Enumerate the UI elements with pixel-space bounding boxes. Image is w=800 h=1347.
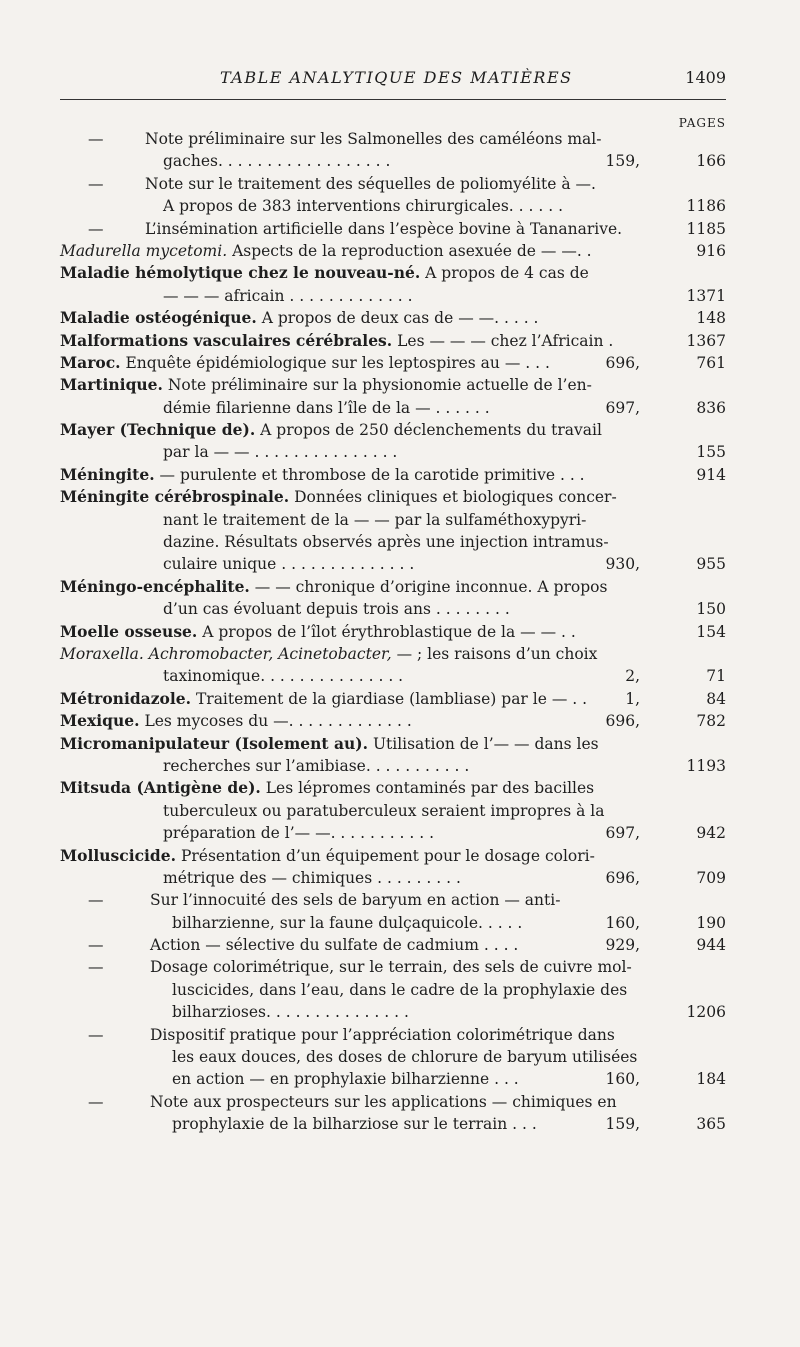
entry-text: Enquête épidémiologique sur les leptospires au — . . . [120,353,550,372]
entry-line-text [163,755,469,777]
page-ref-first: 1, [625,689,640,708]
entry-text: Utilisation de l’— — dans les [368,734,599,753]
index-line [0,845,800,867]
entry-line-text [150,1091,617,1113]
index-line [0,822,800,844]
entry-text: Action — sélective du sulfate de cadmium . . . . [150,936,519,955]
entry-line-text [150,889,560,911]
index-line [0,979,800,1001]
entry-line-text [163,150,390,172]
page-ref-last: 1206 [686,1003,726,1022]
index-line [0,553,800,575]
entry-text: préparation de l’— —. . . . . . . . . . . [163,824,435,843]
entry-heading: Méningite. [60,464,155,484]
index-line [0,912,800,934]
index-line [0,710,800,732]
page-ref-last: 1193 [686,756,726,775]
entry-line-text [163,397,490,419]
page-ref-first: 160, [605,913,640,932]
entry-text: par la — — . . . . . . . . . . . . . . . [163,443,398,462]
index-line [0,352,800,374]
index-line [0,733,800,755]
page-ref-last: 1367 [686,331,726,350]
page-ref-last: 709 [696,868,726,887]
entry-text: A propos de 4 cas de [420,264,589,283]
page-ref-last: 84 [706,689,726,708]
repeat-dash: — [88,174,104,193]
entry-text: bilharzienne, sur la faune dulçaquicole. . . . . [172,913,523,932]
page-ref-first: 159, [605,152,640,171]
index-line [0,150,800,172]
index-line [0,419,800,441]
index-line [0,1068,800,1090]
index-line [0,464,800,486]
page-ref-last: 916 [696,241,726,260]
index-entries [0,128,800,1136]
entry-line-text [172,1113,537,1135]
entry-line-text [163,665,403,687]
entry-text: Note préliminaire sur la physionomie actuelle de l’en- [162,376,592,395]
entry-text: — — chronique d’origine inconnue. A propos [249,577,608,596]
entry-heading: Méningite cérébrospinale. [60,487,290,507]
page-ref-last: 1186 [686,197,726,216]
entry-line-text [60,733,599,755]
entry-line-text [172,912,522,934]
index-line [0,441,800,463]
entry-line-text [163,822,434,844]
entry-text: culaire unique . . . . . . . . . . . . . . [163,555,415,574]
entry-line-text [163,867,461,889]
entry-text: Données cliniques et biologiques concer- [289,488,617,507]
index-line [0,755,800,777]
entry-line-text [60,845,595,867]
page-ref-first: 930, [605,555,640,574]
page-ref-last: 166 [696,152,726,171]
entry-heading: Moraxella. Achromobacter, Acinetobacter, [60,644,392,663]
index-line [0,262,800,284]
entry-text: — — — africain . . . . . . . . . . . . . [163,286,413,305]
entry-text: métrique des — chimiques . . . . . . . . . [163,868,461,887]
page-ref-last: 955 [696,555,726,574]
entry-line-text [60,486,617,508]
entry-text: démie filarienne dans l’île de la — . . . . . . [163,398,490,417]
entry-heading: Moelle osseuse. [60,621,198,641]
entry-text: L’insémination artificielle dans l’espèce bovine à Tananarive. [145,219,623,238]
page-ref-last: 184 [696,1070,726,1089]
page-ref-last: 365 [696,1115,726,1134]
entry-heading: Madurella mycetomi. [60,241,228,260]
index-line [0,800,800,822]
page-ref-last: 155 [696,443,726,462]
entry-line-text [163,441,397,463]
index-line [0,1091,800,1113]
index-line [0,688,800,710]
page-ref-first: 696, [605,712,640,731]
entry-text: Note sur le traitement des séquelles de poliomyélite à —. [145,174,596,193]
entry-text: Note préliminaire sur les Salmonelles des caméléons mal- [145,130,602,148]
header-title: TABLE ANALYTIQUE DES MATIÈRES [220,68,573,87]
index-line [0,307,800,329]
entry-line-text [172,979,627,1001]
entry-text: tuberculeux ou paratuberculeux seraient impropres à la [163,801,605,820]
page-number: 1409 [685,68,726,87]
page-ref-last: 914 [696,465,726,484]
page-ref-last: 154 [696,622,726,641]
entry-text: luscicides, dans l’eau, dans le cadre de la prophylaxie des [172,980,628,999]
index-line [0,128,800,150]
page-ref-last: 148 [696,309,726,328]
entry-line-text [60,621,576,643]
entry-line-text [163,285,413,307]
entry-line-text [60,352,550,374]
entry-line-text [60,464,585,486]
entry-text: d’un cas évoluant depuis trois ans . . . . . . . . [163,600,510,619]
entry-text: recherches sur l’amibiase. . . . . . . . . . . [163,756,470,775]
entry-line-text [60,307,538,329]
entry-line-text [60,330,613,352]
entry-text: prophylaxie de la bilharziose sur le terrain . . . [172,1115,537,1134]
page-ref-last: 761 [696,353,726,372]
page-ref-last: 1185 [686,219,726,238]
page-ref-first: 160, [605,1070,640,1089]
entry-heading: Molluscicide. [60,845,177,865]
index-line [0,665,800,687]
index-line [0,330,800,352]
entry-text: A propos de l’îlot érythroblastique de la — — . . [197,622,576,641]
entry-text: Traitement de la giardiase (lambliase) par le — . . [191,689,588,708]
index-line [0,1001,800,1023]
index-line [0,374,800,396]
page-ref-last: 71 [706,667,726,686]
entry-line-text [60,419,602,441]
entry-line-text [172,1001,409,1023]
header-rule [60,99,726,100]
entry-line-text [60,240,592,262]
page-ref-first: 696, [605,353,640,372]
entry-heading: Métronidazole. [60,688,192,708]
index-line [0,173,800,195]
entry-line-text [163,195,563,217]
entry-text: gaches. . . . . . . . . . . . . . . . . . [163,152,391,171]
entry-line-text [150,934,518,956]
entry-text: — ; les raisons d’un choix [391,644,598,663]
entry-line-text [60,262,589,284]
entry-heading: Martinique. [60,375,163,395]
index-line [0,218,800,240]
index-line [0,397,800,419]
page-ref-last: 150 [696,600,726,619]
entry-text: — purulente et thrombose de la carotide primitive . . . [154,465,585,484]
entry-heading: Maladie ostéogénique. [60,308,257,328]
entry-line-text [145,173,596,195]
entry-line-text [60,688,587,710]
page-ref-last: 944 [696,936,726,955]
entry-line-text [172,1068,519,1090]
repeat-dash: — [88,936,104,955]
page-ref-first: 697, [605,398,640,417]
page-ref-last: 836 [696,398,726,417]
index-line [0,531,800,553]
entry-line-text [60,643,597,665]
entry-line-text [145,218,622,240]
entry-line-text [163,598,510,620]
index-line [0,643,800,665]
entry-text: A propos de 383 interventions chirurgicales. . . . . . [163,197,564,216]
entry-text: taxinomique. . . . . . . . . . . . . . . [163,667,404,686]
entry-line-text [163,531,609,553]
entry-heading: Maroc. [60,352,121,372]
entry-text: Présentation d’un équipement pour le dosage colori- [176,846,595,865]
index-line [0,509,800,531]
page-ref-last: 190 [696,913,726,932]
entry-heading: Maladie hémolytique chez le nouveau-né. [60,263,421,283]
page-ref-first: 697, [605,824,640,843]
index-line [0,867,800,889]
index-line [0,956,800,978]
entry-line-text [60,576,607,598]
entry-text: Sur l’innocuité des sels de baryum en action — anti- [150,891,561,910]
page-ref-first: 929, [605,936,640,955]
index-line [0,598,800,620]
entry-heading: Mexique. [60,711,140,731]
entry-text: Dosage colorimétrique, sur le terrain, des sels de cuivre mol- [150,958,632,977]
repeat-dash: — [88,958,104,977]
page-ref-last: 1371 [686,286,726,305]
repeat-dash: — [88,1025,104,1044]
entry-line-text [163,509,586,531]
entry-text: A propos de deux cas de — —. . . . . [256,309,539,328]
index-line [0,934,800,956]
entry-line-text [163,800,605,822]
index-line [0,486,800,508]
repeat-dash: — [88,219,104,238]
index-line [0,1113,800,1135]
entry-heading: Malformations vasculaires cérébrales. [60,330,393,350]
entry-text: Les lépromes contaminés par des bacilles [260,779,595,798]
index-line [0,240,800,262]
entry-line-text [172,1046,637,1068]
entry-line-text [60,777,594,799]
page-ref-first: 159, [605,1115,640,1134]
entry-heading: Méningo-encéphalite. [60,576,250,596]
entry-heading: Micromanipulateur (Isolement au). [60,733,369,753]
entry-text: A propos de 250 déclenchements du travail [255,421,602,440]
index-line [0,1046,800,1068]
entry-text: les eaux douces, des doses de chlorure de baryum utilisées [172,1048,638,1067]
entry-text: Note aux prospecteurs sur les applications — chimiques en [150,1092,617,1111]
entry-text: Les mycoses du —. . . . . . . . . . . . . [139,712,412,731]
index-line [0,621,800,643]
running-header [60,68,726,92]
repeat-dash: — [88,130,104,148]
entry-line-text [163,553,414,575]
entry-line-text [60,374,592,396]
entry-text: Aspects de la reproduction asexuée de — —. . [227,241,592,260]
entry-heading: Mitsuda (Antigène de). [60,778,261,798]
entry-text: dazine. Résultats observés après une injection intramus- [163,533,609,552]
page-ref-first: 696, [605,868,640,887]
index-line [0,576,800,598]
page-ref-last: 942 [696,824,726,843]
index-line [0,889,800,911]
entry-text: en action — en prophylaxie bilharzienne . . . [172,1070,519,1089]
page-ref-last: 782 [696,712,726,731]
entry-text: nant le traitement de la — — par la sulfaméthoxypyri- [163,510,587,529]
entry-text: Les — — — chez l’Africain . [392,331,614,350]
index-line [0,195,800,217]
index-line [0,1024,800,1046]
pages-column-label: PAGES [678,116,726,130]
page-ref-first: 2, [625,667,640,686]
entry-line-text [150,1024,615,1046]
entry-heading: Mayer (Technique de). [60,420,256,440]
entry-line-text [60,710,412,732]
repeat-dash: — [88,1092,104,1111]
entry-text: Dispositif pratique pour l’appréciation colorimétrique dans [150,1025,615,1044]
entry-line-text [150,956,632,978]
index-line [0,285,800,307]
index-line [0,777,800,799]
entry-text: bilharzioses. . . . . . . . . . . . . . . [172,1003,409,1022]
repeat-dash: — [88,891,104,910]
entry-line-text [145,128,601,150]
